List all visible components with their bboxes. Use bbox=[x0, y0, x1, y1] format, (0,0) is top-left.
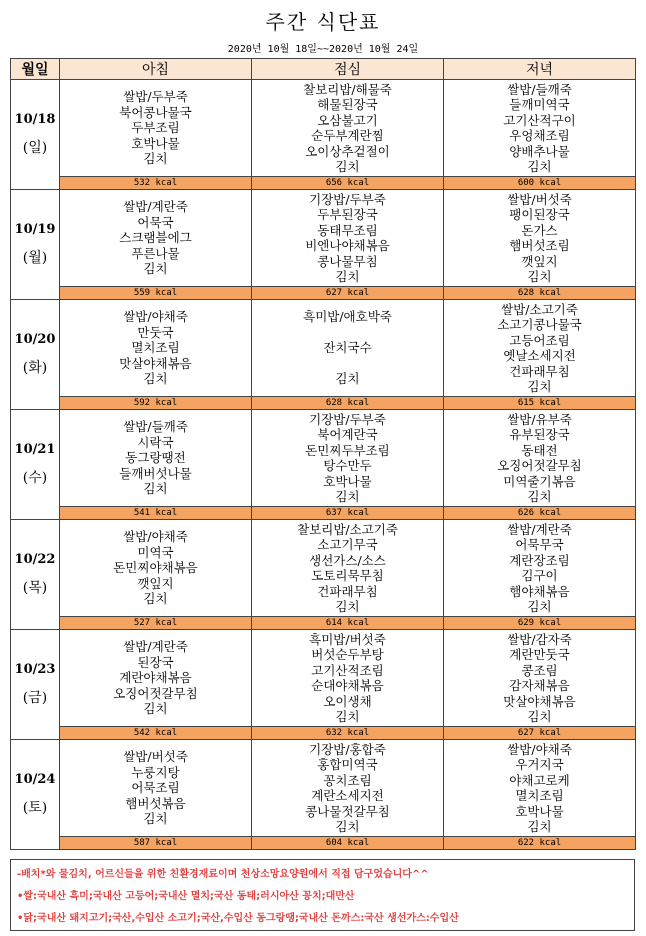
menu-item: 김치 bbox=[527, 159, 552, 174]
menu-item: 기장밥/두부죽 bbox=[309, 191, 386, 207]
lunch-kcal: 656 kcal bbox=[252, 177, 444, 190]
dinner-kcal: 629 kcal bbox=[444, 617, 636, 630]
menu-item: 두부된장국 bbox=[317, 207, 378, 222]
menu-item: 호박나물 bbox=[323, 473, 372, 489]
dinner-kcal: 615 kcal bbox=[444, 397, 636, 410]
weekly-menu-table bbox=[10, 58, 636, 850]
menu-item: 고등어조림 bbox=[509, 332, 570, 348]
menu-item: 쌀밥/야채죽 bbox=[507, 741, 572, 757]
menu-item: 동그랑땡전 bbox=[125, 450, 186, 466]
dinner-kcal: 600 kcal bbox=[444, 177, 636, 190]
menu-item: 팽이된장국 bbox=[509, 207, 570, 222]
menu-item: 소고기콩나물국 bbox=[497, 317, 582, 332]
menu-item: 깻잎지 bbox=[137, 575, 174, 591]
menu-item: 계란장조림 bbox=[509, 552, 570, 568]
menu-item: 들깨버섯나물 bbox=[119, 465, 192, 481]
day-menu-row bbox=[11, 410, 636, 507]
menu-item: 어묵무국 bbox=[515, 537, 564, 552]
menu-item: 시락국 bbox=[137, 434, 174, 450]
breakfast-kcal: 559 kcal bbox=[60, 287, 252, 300]
menu-item: 건파래무침 bbox=[317, 583, 378, 599]
menu-item: 동태무조림 bbox=[317, 222, 378, 238]
menu-item: 양배추나물 bbox=[509, 143, 570, 159]
day-cell bbox=[11, 300, 60, 410]
menu-item: 버섯순두부탕 bbox=[311, 647, 384, 662]
menu-item: 푸른나물 bbox=[131, 245, 180, 261]
header-dinner: 저녁 bbox=[444, 59, 636, 80]
menu-item: 김치 bbox=[335, 269, 360, 284]
breakfast-kcal: 541 kcal bbox=[60, 507, 252, 520]
menu-item: 햄버섯볶음 bbox=[125, 795, 186, 811]
kcal-row bbox=[11, 287, 636, 300]
menu-item: 계란만둣국 bbox=[509, 647, 570, 662]
date-range: 2020년 10월 18일~~2020년 10월 24일 bbox=[227, 44, 419, 55]
menu-item: 햄야채볶음 bbox=[509, 583, 570, 599]
lunch-menu-cell bbox=[252, 630, 444, 727]
day-weekday: (일) bbox=[22, 140, 48, 156]
menu-item: 김치 bbox=[335, 599, 360, 614]
day-weekday: (수) bbox=[22, 470, 48, 486]
lunch-kcal: 627 kcal bbox=[252, 287, 444, 300]
menu-item: 미역줄기볶음 bbox=[503, 473, 576, 489]
menu-item: 만둣국 bbox=[137, 324, 174, 340]
menu-item: 오이상추겉절이 bbox=[305, 143, 390, 159]
menu-item: 김치 bbox=[143, 371, 168, 387]
dinner-menu-cell bbox=[444, 300, 636, 397]
menu-item: 잔치국수 bbox=[323, 340, 372, 356]
menu-item: 호박나물 bbox=[515, 803, 564, 819]
menu-item: 북어계란국 bbox=[317, 427, 378, 442]
dinner-menu-cell bbox=[444, 80, 636, 177]
lunch-kcal: 604 kcal bbox=[252, 837, 444, 850]
menu-item: 쌀밥/유부죽 bbox=[507, 411, 572, 427]
menu-item: 김치 bbox=[335, 371, 360, 387]
menu-item: 생선가스/소스 bbox=[309, 552, 386, 568]
day-menu-row bbox=[11, 520, 636, 617]
menu-item: 멸치조림 bbox=[131, 340, 180, 356]
day-weekday: (화) bbox=[22, 360, 48, 376]
dinner-menu-cell bbox=[444, 630, 636, 727]
menu-item: 김치 bbox=[335, 709, 360, 724]
menu-item: 고기산적조림 bbox=[311, 662, 384, 678]
menu-item bbox=[252, 356, 443, 372]
menu-item: 돈민찌두부조림 bbox=[305, 442, 390, 458]
menu-item: 쌀밥/계란죽 bbox=[507, 521, 572, 537]
lunch-menu-cell bbox=[252, 80, 444, 177]
menu-item: 호박나물 bbox=[131, 135, 180, 151]
menu-body bbox=[11, 80, 636, 850]
dinner-menu-cell bbox=[444, 190, 636, 287]
menu-item: 야채고로케 bbox=[509, 772, 570, 788]
menu-item: 찰보리밥/소고기죽 bbox=[297, 521, 398, 537]
breakfast-menu-cell bbox=[60, 190, 252, 287]
menu-item: 찰보리밥/해물죽 bbox=[303, 81, 392, 97]
dinner-kcal: 628 kcal bbox=[444, 287, 636, 300]
menu-item: 김치 bbox=[335, 489, 360, 504]
menu-item: 어묵조림 bbox=[131, 780, 180, 796]
menu-item: 콩조림 bbox=[521, 662, 558, 678]
menu-item: 옛날소세지전 bbox=[503, 348, 576, 363]
menu-item: 누룽지탕 bbox=[131, 764, 180, 780]
day-cell bbox=[11, 410, 60, 520]
menu-item: 유부된장국 bbox=[509, 427, 570, 442]
menu-item: 된장국 bbox=[137, 654, 174, 670]
breakfast-kcal: 527 kcal bbox=[60, 617, 252, 630]
day-cell bbox=[11, 190, 60, 300]
menu-item: 쌀밥/야채죽 bbox=[123, 309, 188, 325]
kcal-row bbox=[11, 177, 636, 190]
breakfast-kcal: 542 kcal bbox=[60, 727, 252, 740]
menu-item: 쌀밥/감자죽 bbox=[507, 631, 572, 647]
menu-item: 햄버섯조림 bbox=[509, 238, 570, 253]
menu-item: 김치 bbox=[527, 599, 552, 614]
menu-item: 맛살야채볶음 bbox=[119, 355, 192, 371]
menu-item: 동태전 bbox=[521, 442, 558, 458]
header-row bbox=[11, 59, 636, 80]
day-weekday: (월) bbox=[22, 250, 48, 266]
menu-item: 고기산적구이 bbox=[503, 112, 576, 128]
menu-item: 깻잎지 bbox=[521, 253, 558, 269]
menu-item: 멸치조림 bbox=[515, 788, 564, 803]
menu-item: 쌀밥/버섯죽 bbox=[123, 749, 188, 765]
day-cell bbox=[11, 80, 60, 190]
breakfast-menu-cell bbox=[60, 300, 252, 397]
menu-item: 흑미밥/버섯죽 bbox=[309, 631, 386, 647]
menu-item: 돈민찌야채볶음 bbox=[113, 560, 198, 576]
lunch-kcal: 628 kcal bbox=[252, 397, 444, 410]
day-date: 10/23 bbox=[14, 662, 56, 677]
day-cell bbox=[11, 740, 60, 850]
menu-item: 김치 bbox=[143, 261, 168, 277]
note-line: -배치*와 물김치, 어르신들을 위한 친환경재료이며 천상소망요양원에서 직접 담구었습니다^^ bbox=[17, 869, 429, 880]
menu-item: 쌀밥/버섯죽 bbox=[507, 191, 572, 207]
day-weekday: (목) bbox=[22, 580, 48, 596]
dinner-menu-cell bbox=[444, 520, 636, 617]
day-cell bbox=[11, 520, 60, 630]
menu-item: 우거지국 bbox=[515, 757, 564, 772]
notes-box bbox=[10, 859, 635, 931]
menu-item: 오징어젓갈무침 bbox=[497, 458, 582, 473]
day-date: 10/20 bbox=[14, 332, 56, 347]
lunch-kcal: 614 kcal bbox=[252, 617, 444, 630]
note-line: •닭;국내산 돼지고기;국산,수입산 소고기;국산,수입산 동그랑땡;국내산 돈까스:국산 생선가스:수입산 bbox=[17, 913, 459, 924]
menu-item: 오이생채 bbox=[323, 693, 372, 709]
menu-item: 김치 bbox=[143, 481, 168, 497]
menu-item: 두부조림 bbox=[131, 120, 180, 136]
menu-item: 맛살야채볶음 bbox=[503, 693, 576, 709]
menu-item: 흑미밥/애호박죽 bbox=[303, 309, 392, 325]
day-date: 10/24 bbox=[14, 772, 56, 787]
menu-item: 비엔나야채볶음 bbox=[305, 238, 390, 253]
menu-item: 북어콩나물국 bbox=[119, 104, 192, 120]
kcal-row bbox=[11, 727, 636, 740]
menu-item: 들깨미역국 bbox=[509, 97, 570, 112]
day-weekday: (토) bbox=[22, 800, 48, 816]
menu-item: 미역국 bbox=[137, 544, 174, 560]
kcal-row bbox=[11, 617, 636, 630]
menu-item: 김치 bbox=[335, 819, 360, 834]
kcal-row bbox=[11, 507, 636, 520]
dinner-kcal: 622 kcal bbox=[444, 837, 636, 850]
menu-item: 소고기무국 bbox=[317, 537, 378, 552]
day-date: 10/18 bbox=[14, 112, 56, 127]
menu-item: 콩나물무침 bbox=[317, 253, 378, 269]
menu-item: 김치 bbox=[143, 701, 168, 717]
lunch-menu-cell bbox=[252, 410, 444, 507]
menu-item: 순대야채볶음 bbox=[311, 678, 384, 693]
day-menu-row bbox=[11, 740, 636, 837]
lunch-menu-cell bbox=[252, 520, 444, 617]
menu-item: 김치 bbox=[527, 709, 552, 724]
day-cell bbox=[11, 630, 60, 740]
breakfast-menu-cell bbox=[60, 410, 252, 507]
menu-item bbox=[252, 325, 443, 341]
menu-item: 돈가스 bbox=[521, 222, 558, 238]
menu-item: 홍합미역국 bbox=[317, 757, 378, 772]
menu-item: 김치 bbox=[527, 819, 552, 834]
breakfast-menu-cell bbox=[60, 740, 252, 837]
menu-item: 쌀밥/두부죽 bbox=[123, 89, 188, 105]
menu-item: 건파래무침 bbox=[509, 363, 570, 379]
header-breakfast: 아침 bbox=[60, 59, 252, 80]
dinner-menu-cell bbox=[444, 740, 636, 837]
menu-item: 김치 bbox=[143, 151, 168, 167]
menu-item: 기장밥/홍합죽 bbox=[309, 741, 386, 757]
day-menu-row bbox=[11, 300, 636, 397]
menu-item: 김치 bbox=[527, 379, 552, 394]
kcal-row bbox=[11, 837, 636, 850]
menu-item: 김치 bbox=[335, 159, 360, 174]
menu-item: 김치 bbox=[527, 489, 552, 504]
day-date: 10/22 bbox=[14, 552, 56, 567]
menu-item: 계란야채볶음 bbox=[119, 670, 192, 686]
breakfast-kcal: 587 kcal bbox=[60, 837, 252, 850]
day-date: 10/21 bbox=[14, 442, 56, 457]
menu-item: 오삼불고기 bbox=[317, 112, 378, 128]
header-day: 월일 bbox=[11, 59, 60, 80]
menu-item: 쌀밥/야채죽 bbox=[123, 529, 188, 545]
lunch-menu-cell bbox=[252, 740, 444, 837]
menu-item: 쌀밥/계란죽 bbox=[123, 199, 188, 215]
menu-item: 탕수만두 bbox=[323, 458, 372, 473]
dinner-kcal: 626 kcal bbox=[444, 507, 636, 520]
breakfast-menu-cell bbox=[60, 630, 252, 727]
menu-item: 쌀밥/들깨죽 bbox=[123, 419, 188, 435]
menu-item: 김치 bbox=[143, 591, 168, 607]
menu-item: 김치 bbox=[143, 811, 168, 827]
menu-item: 계란소세지전 bbox=[311, 788, 384, 803]
day-menu-row bbox=[11, 80, 636, 177]
lunch-kcal: 637 kcal bbox=[252, 507, 444, 520]
day-date: 10/19 bbox=[14, 222, 56, 237]
menu-item: 기장밥/두부죽 bbox=[309, 411, 386, 427]
dinner-kcal: 627 kcal bbox=[444, 727, 636, 740]
breakfast-kcal: 592 kcal bbox=[60, 397, 252, 410]
breakfast-kcal: 532 kcal bbox=[60, 177, 252, 190]
menu-item: 김치 bbox=[527, 269, 552, 284]
header-lunch: 점심 bbox=[252, 59, 444, 80]
lunch-menu-cell bbox=[252, 190, 444, 287]
page-title: 주간 식단표 bbox=[265, 10, 381, 34]
menu-item: 순두부계란찜 bbox=[311, 128, 384, 143]
menu-item: 콩나물젓갈무침 bbox=[305, 803, 390, 819]
note-line: •쌀:국내산 흑미;국내산 고등어;국내산 멸치;국산 동태;러시아산 꽁치;대만산 bbox=[17, 891, 355, 902]
menu-item: 우엉채조림 bbox=[509, 128, 570, 143]
menu-item: 감자채볶음 bbox=[509, 678, 570, 693]
lunch-menu-cell bbox=[252, 300, 444, 397]
menu-item: 쌀밥/소고기죽 bbox=[501, 301, 578, 317]
menu-item: 김구이 bbox=[521, 568, 558, 583]
menu-item: 어묵국 bbox=[137, 214, 174, 230]
dinner-menu-cell bbox=[444, 410, 636, 507]
menu-item: 스크램블에그 bbox=[119, 230, 192, 246]
day-menu-row bbox=[11, 630, 636, 727]
menu-item: 해물된장국 bbox=[317, 97, 378, 112]
lunch-kcal: 632 kcal bbox=[252, 727, 444, 740]
menu-item: 도토리묵무침 bbox=[311, 568, 384, 583]
day-weekday: (금) bbox=[22, 690, 48, 706]
day-menu-row bbox=[11, 190, 636, 287]
menu-item: 꽁치조림 bbox=[323, 772, 372, 788]
kcal-row bbox=[11, 397, 636, 410]
menu-item: 오징어젓갈무침 bbox=[113, 685, 198, 701]
breakfast-menu-cell bbox=[60, 80, 252, 177]
menu-item: 쌀밥/계란죽 bbox=[123, 639, 188, 655]
menu-item: 쌀밥/들깨죽 bbox=[507, 81, 572, 97]
breakfast-menu-cell bbox=[60, 520, 252, 617]
